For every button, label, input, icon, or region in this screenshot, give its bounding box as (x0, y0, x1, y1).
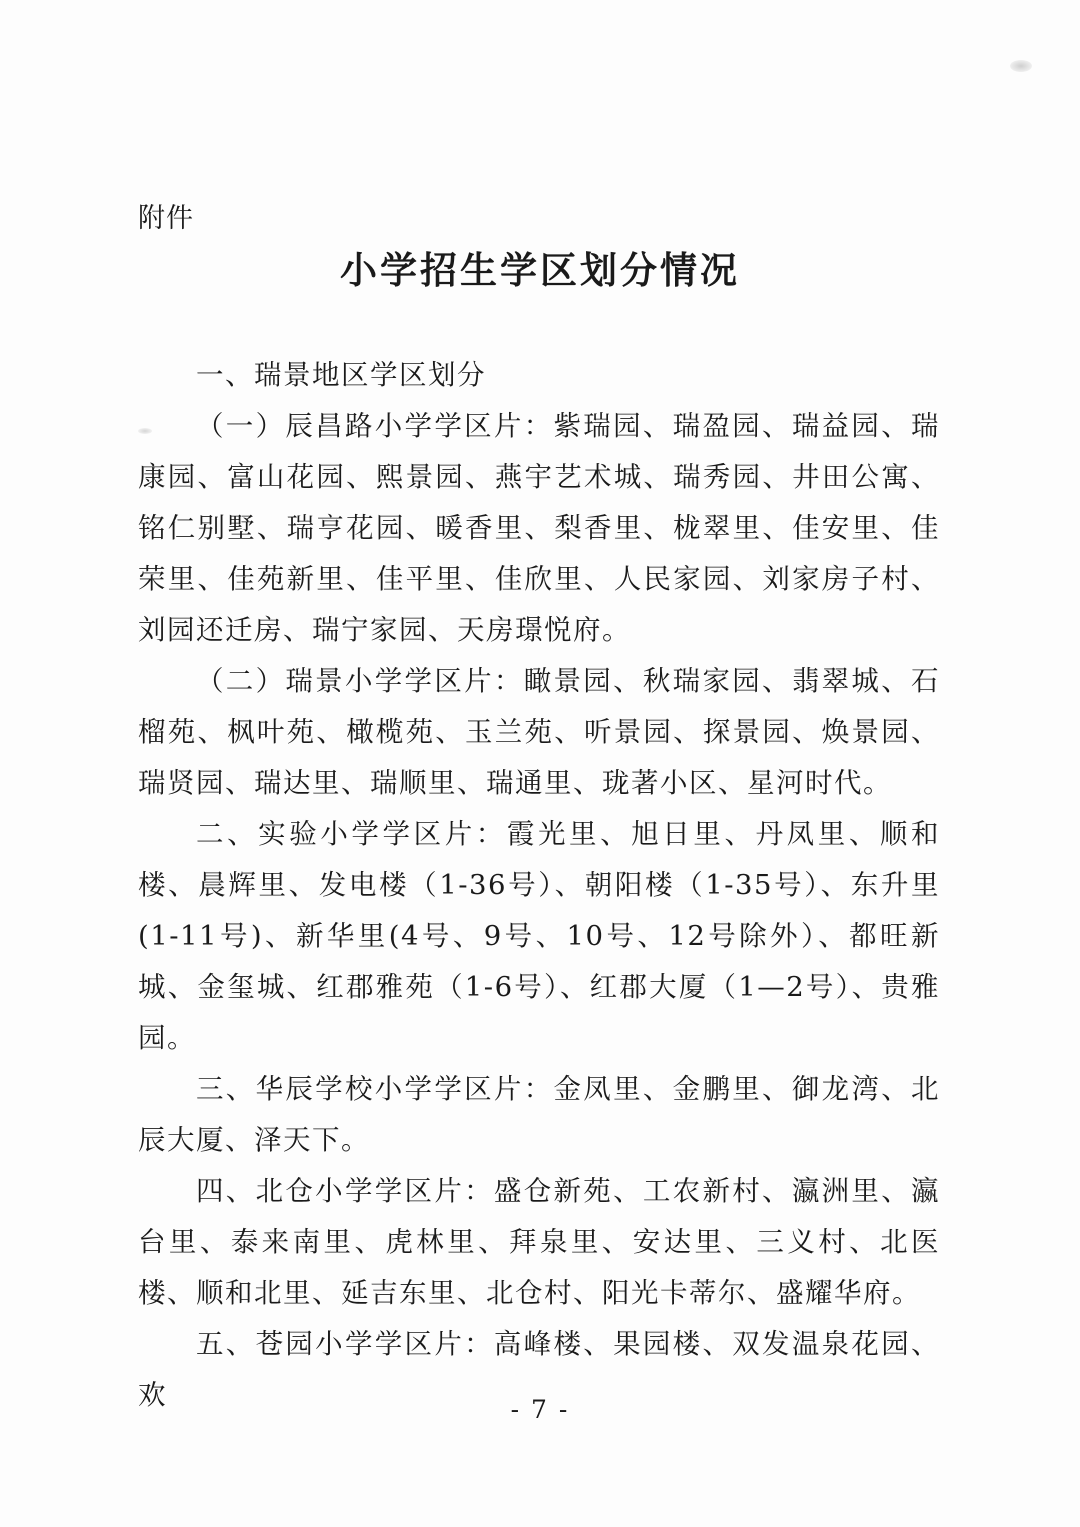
document-title: 小学招生学区划分情况 (340, 248, 740, 292)
document-body (138, 350, 940, 1421)
paragraph-ruijing-primary: （二）瑞景小学学区片：瞰景园、秋瑞家园、翡翠城、石榴苑、枫叶苑、橄榄苑、玉兰苑、听景园、探景园、焕景园、瑞贤园、瑞达里、瑞顺里、瑞通里、珑著小区、星河时代。 (138, 665, 940, 799)
scan-smudge (1010, 60, 1032, 72)
paragraph-experimental-primary: 二、实验小学学区片：霞光里、旭日里、丹凤里、顺和楼、晨辉里、发电楼（1-36号）、朝阳楼（1-35号）、东升里(1-11号)、新华里(4号、9号、10号、12号除外）、都旺新城、金玺城、红郡雅苑（1-6号）、红郡大厦（1—2号）、贵雅园。 (138, 818, 940, 1054)
paragraph-beicang-primary: 四、北仓小学学区片：盛仓新苑、工农新村、瀛洲里、瀛台里、泰来南里、虎林里、拜泉里、安达里、三义村、北医楼、顺和北里、延吉东里、北仓村、阳光卡蒂尔、盛耀华府。 (138, 1175, 940, 1309)
page-number: - 7 - (510, 1395, 570, 1424)
attachment-label: 附件 (138, 203, 194, 234)
paragraph-huachen-school: 三、华辰学校小学学区片：金凤里、金鹏里、御龙湾、北辰大厦、泽天下。 (138, 1073, 940, 1156)
section-heading-ruijing: 一、瑞景地区学区划分 (196, 359, 486, 391)
paragraph-chenchanglu: （一）辰昌路小学学区片：紫瑞园、瑞盈园、瑞益园、瑞康园、富山花园、熙景园、燕宇艺术城、瑞秀园、井田公寓、铭仁别墅、瑞亨花园、暖香里、梨香里、栊翠里、佳安里、佳荣里、佳苑新里、佳平里、佳欣里、人民家园、刘家房子村、刘园还迁房、瑞宁家园、天房璟悦府。 (138, 410, 940, 646)
paragraph-cangyuan-primary: 五、苍园小学学区片：高峰楼、果园楼、双发温泉花园、欢 (138, 1328, 940, 1411)
